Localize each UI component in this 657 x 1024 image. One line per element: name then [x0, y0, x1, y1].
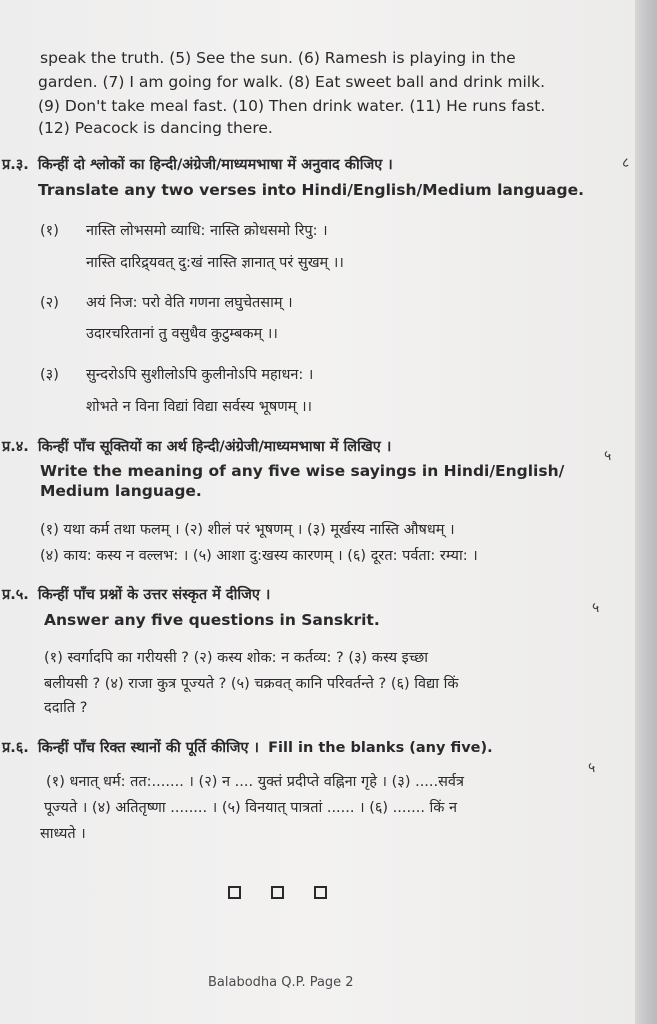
question-heading-english: Medium language. [40, 482, 202, 500]
intro-line: garden. (7) I am going for walk. (8) Eat sweet ball and drink milk. [38, 73, 545, 91]
checkbox-square-icon [314, 886, 327, 899]
marks: ५ [588, 760, 596, 776]
verse-number: (२) [40, 295, 59, 311]
blanks-line: साध्यते । [40, 826, 86, 842]
questions-line: ददाति ? [44, 700, 88, 716]
page-footer: Balabodha Q.P. Page 2 [208, 975, 354, 990]
question-number: प्र.६. किन्हीं पाँच रिक्त स्थानों की पूर्ति कीजिए । Fill in the blanks (any five). [2, 740, 493, 756]
verse-line: उदारचरितानां तु वसुधैव कुटुम्बकम् ।। [86, 326, 278, 342]
question-heading-english: Write the meaning of any five wise sayings in Hindi/English/ [40, 462, 565, 480]
intro-line: (12) Peacock is dancing there. [38, 119, 273, 137]
question-heading-hindi: किन्हीं पाँच रिक्त स्थानों की पूर्ति कीजिए । [37, 740, 260, 756]
checkbox-square-icon [228, 886, 241, 899]
verse-line: सुन्दरोऽपि सुशीलोऽपि कुलीनोऽपि महाधन: । [86, 367, 314, 383]
sayings-line: (४) काय: कस्य न वल्लभ: । (५) आशा दु:खस्य कारणम् । (६) दूरत: पर्वता: रम्या: । [40, 548, 478, 564]
page-edge [635, 0, 657, 1024]
verse-line: नास्ति दारिद्र्यवत् दु:खं नास्ति ज्ञानात् परं सुखम् ।। [86, 255, 344, 271]
verse-line: अयं निज: परो वेति गणना लघुचेतसाम् । [86, 295, 293, 311]
blanks-line: पूज्यते । (४) अतितृष्णा ........ । (५) विनयात् पात्रतां ...... । (६) ....... किं न [44, 800, 458, 816]
verse-number: (३) [40, 367, 59, 383]
checkbox-square-icon [271, 886, 284, 899]
verse-line: शोभते न विना विद्यां विद्या सर्वस्य भूषणम् ।। [86, 399, 313, 415]
questions-line: (१) स्वर्गादपि का गरीयसी ? (२) कस्य शोक: न कर्तव्य: ? (३) कस्य इच्छा [44, 650, 428, 666]
question-heading-english: Translate any two verses into Hindi/English/Medium language. [38, 181, 584, 199]
question-heading-hindi: किन्हीं पाँच प्रश्नों के उत्तर संस्कृत में दीजिए । [37, 587, 271, 603]
question-heading-hindi: किन्हीं पाँच सूक्तियों का अर्थ हिन्दी/अंग्रेजी/माध्यमभाषा में लिखिए । [37, 439, 392, 455]
questions-line: बलीयसी ? (४) राजा कुत्र पूज्यते ? (५) चक्रवत् कानि परिवर्तन्ते ? (६) विद्या किं [44, 676, 459, 692]
marks: ५ [592, 600, 600, 616]
marks: ५ [604, 448, 612, 464]
question-number: प्र.४. किन्हीं पाँच सूक्तियों का अर्थ हिन्दी/अंग्रेजी/माध्यमभाषा में लिखिए । [2, 439, 392, 455]
sayings-line: (१) यथा कर्म तथा फलम् । (२) शीलं परं भूषणम् । (३) मूर्खस्य नास्ति औषधम् । [40, 522, 455, 538]
question-number: प्र.३. किन्हीं दो श्लोकों का हिन्दी/अंग्रेजी/माध्यमभाषा में अनुवाद कीजिए । [2, 157, 393, 173]
verse-number: (१) [40, 223, 59, 239]
question-number: प्र.५. किन्हीं पाँच प्रश्नों के उत्तर संस्कृत में दीजिए । [2, 587, 271, 603]
question-heading-hindi: किन्हीं दो श्लोकों का हिन्दी/अंग्रेजी/माध्यमभाषा में अनुवाद कीजिए । [37, 157, 393, 173]
question-heading-english: Fill in the blanks (any five). [268, 740, 493, 756]
question-heading-english: Answer any five questions in Sanskrit. [44, 611, 380, 629]
marks: ८ [622, 155, 630, 171]
end-marker-boxes [228, 886, 327, 899]
intro-line: speak the truth. (5) See the sun. (6) Ramesh is playing in the [40, 49, 516, 67]
verse-line: नास्ति लोभसमो व्याधि: नास्ति क्रोधसमो रिपु: । [86, 223, 328, 239]
blanks-line: (१) धनात् धर्म: तत:....... । (२) न .... युक्तं प्रदीप्ते वह्निना गृहे । (३) .....सर्वत्र [46, 774, 465, 790]
intro-line: (9) Don't take meal fast. (10) Then drink water. (11) He runs fast. [38, 97, 546, 115]
